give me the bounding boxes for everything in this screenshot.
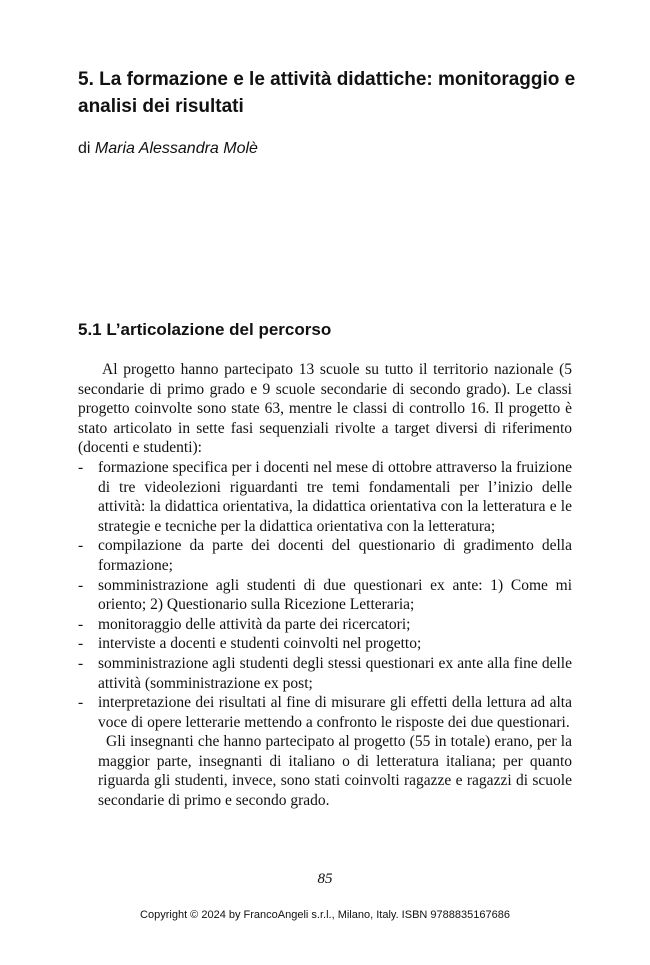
bullet-marker: - — [78, 654, 84, 672]
list-item — [78, 536, 572, 575]
bullet-marker: - — [78, 694, 84, 712]
author-prefix: di — [78, 140, 91, 157]
list-item-text: somministrazione agli studenti di due questionari ex ante: 1) Come mi oriento; 2) Questionario sulla Ricezione Letteraria; — [98, 576, 572, 614]
bullet-marker: - — [78, 635, 84, 653]
phase-list — [78, 458, 572, 732]
list-item-text: somministrazione agli studenti degli stessi questionari ex ante alla fine delle attività (somministrazione ex post; — [98, 654, 572, 692]
bullet-marker: - — [78, 458, 84, 476]
list-item-text: monitoraggio delle attività da parte dei ricercatori; — [98, 615, 411, 633]
bullet-marker: - — [78, 576, 84, 594]
list-item — [78, 615, 572, 635]
chapter-author — [78, 139, 258, 159]
chapter-title: 5. La formazione e le attività didattiche: monitoraggio e analisi dei risultati — [78, 69, 576, 117]
list-item-text: formazione specifica per i docenti nel mese di ottobre attraverso la fruizione di tre videolezioni riguardanti tre temi fondamentali per l’inizio delle attività: la didattica orientativa, la didattica orientativa con la letteratura e le strategie e tecniche per la didattica orientativa con la letteratura; — [98, 458, 572, 535]
intro-paragraph: Al progetto hanno partecipato 13 scuole su tutto il territorio nazionale (5 secondarie di primo grado e 9 scuole secondarie di secondo grado). Le classi progetto coinvolte sono state 63, mentre le classi di controllo 16. Il progetto è stato articolato in sette fasi sequenziali rivolte a target diversi di riferimento (docenti e studenti): — [78, 361, 572, 457]
list-item — [78, 576, 572, 615]
list-item-text: interviste a docenti e studenti coinvolti nel progetto; — [98, 635, 422, 653]
list-item — [78, 634, 572, 654]
list-item — [78, 458, 572, 536]
list-item-text: compilazione da parte dei docenti del questionario di gradimento della formazione; — [98, 537, 572, 574]
list-item — [78, 693, 572, 732]
list-item-text: interpretazione dei risultati al fine di misurare gli effetti della lettura ad alta voce di opere letterarie mettendo a confronto le risposte dei due questionari. — [98, 694, 572, 731]
copyright-notice: Copyright © 2024 by FrancoAngeli s.r.l., Milano, Italy. ISBN 9788835167686 — [140, 909, 510, 921]
section-title: 5.1 L’articolazione del percorso — [78, 320, 332, 339]
section-body — [78, 360, 572, 811]
author-name: Maria Alessandra Molè — [94, 140, 258, 157]
list-item — [78, 654, 572, 693]
bullet-marker: - — [78, 615, 84, 633]
page-number: 85 — [317, 871, 333, 887]
bullet-marker: - — [78, 537, 84, 555]
closing-paragraph: Gli insegnanti che hanno partecipato al progetto (55 in totale) erano, per la maggior parte, insegnanti di italiano o di letteratura italiana; per quanto riguarda gli studenti, invece, sono stati coinvolti ragazze e ragazzi di scuole secondarie di primo e secondo grado. — [98, 733, 572, 810]
